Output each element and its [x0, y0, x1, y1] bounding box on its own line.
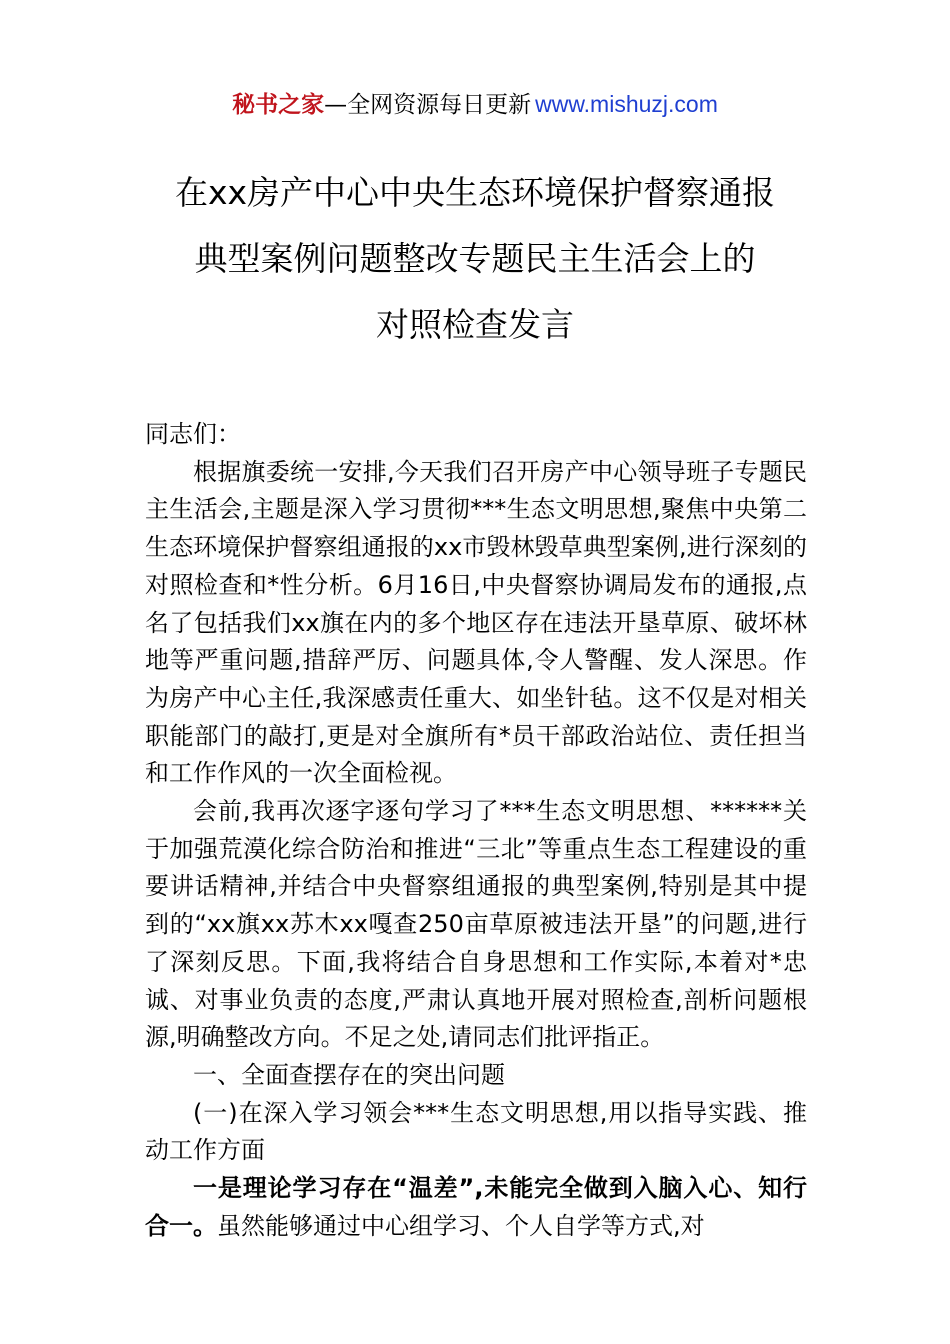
title-line-2: 典型案例问题整改专题民主生活会上的	[194, 239, 756, 278]
site-url-link[interactable]: www.mishuzj.com	[535, 91, 718, 117]
salutation: 同志们：	[145, 420, 241, 448]
paragraph-preparation: 会前,我再次逐字逐句学习了***生态文明思想、******关于加强荒漠化综合防治和推进“三北”等重点生态工程建设的重要讲话精神,并结合中央督察组通报的典型案例,特别是其中提到的“xx旗xx苏木xx嘎查250亩草原被违法开垦”的问题,进行了深刻反思。下面,我将结合自身思想和工作实际,本着对*忠诚、对事业负责的态度,严肃认真地开展对照检查,剖析问题根源,明确整改方向。不足之处,请同志们批评指正。	[145, 797, 807, 1052]
point-1-text: 虽然能够通过中心组学习、个人自学等方式,对	[217, 1211, 705, 1240]
title-line-3: 对照检查发言	[376, 305, 574, 344]
paragraph-intro: 根据旗委统一安排,今天我们召开房产中心领导班子专题民主生活会,主题是深入学习贯彻***生态文明思想,聚焦中央第二生态环境保护督察组通报的xx市毁林毁草典型案例,进行深刻的对照检查和*性分析。6月16日,中央督察协调局发布的通报,点名了包括我们xx旗在内的多个地区存在违法开垦草原、破坏林地等严重问题,措辞严厉、问题具体,令人警醒、发人深思。作为房产中心主任,我深感责任重大、如坐针毡。这不仅是对相关职能部门的敲打,更是对全旗所有*员干部政治站位、责任担当和工作作风的一次全面检视。	[145, 457, 807, 788]
header-tagline: —全网资源每日更新	[324, 92, 532, 118]
subsection-heading-1: (一)在深入学习领会***生态文明思想,用以指导实践、推动工作方面	[145, 1098, 807, 1165]
brand-name: 秘书之家	[232, 92, 325, 118]
document-title	[0, 160, 950, 358]
title-line-1: 在xx房产中心中央生态环境保护督察通报	[174, 173, 776, 212]
paragraph-point-1	[145, 1170, 807, 1245]
page-header	[0, 86, 950, 123]
point-1-lead: 一是理论学习存在“温差”,未能完全做到入脑入心、知行合一。	[145, 1174, 807, 1240]
document-body	[145, 416, 807, 1245]
section-heading-1: 一、全面查摆存在的突出问题	[193, 1060, 505, 1089]
